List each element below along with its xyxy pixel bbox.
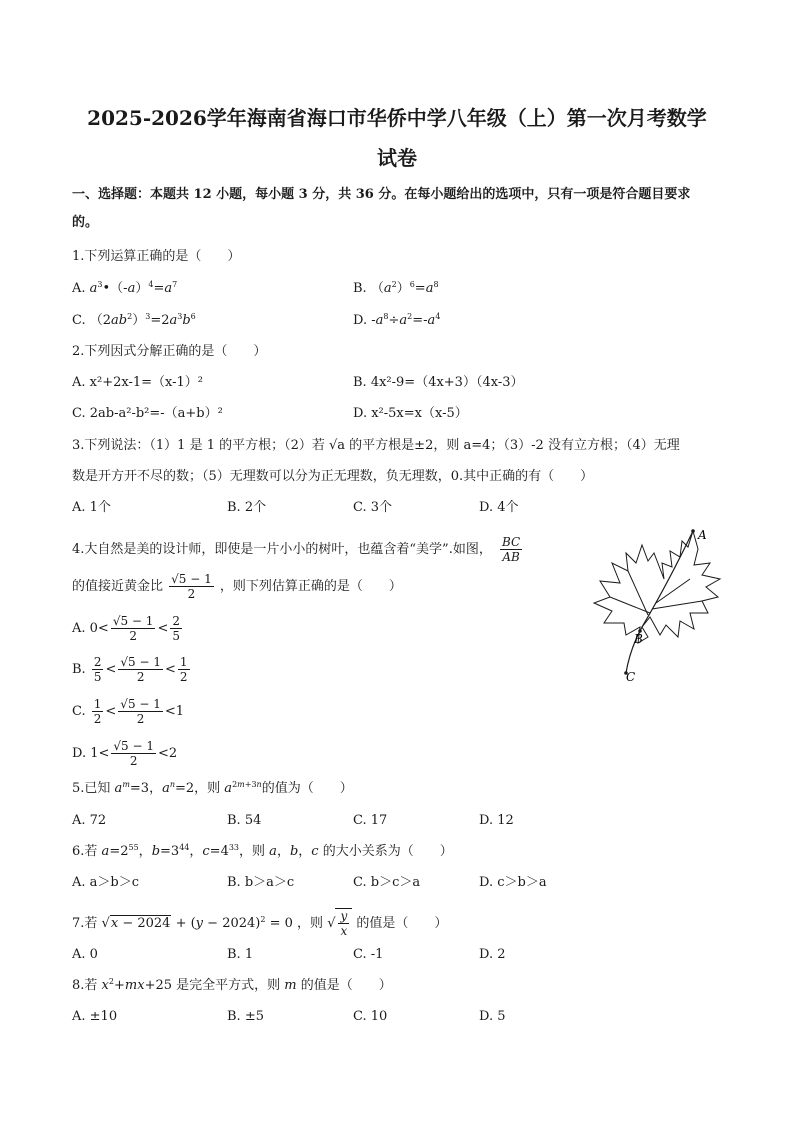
question-1-option-b: B. $(a^2)^6=a^8$	[353, 280, 439, 296]
section-header-line1: 一、选择题：本题共 12 小题，每小题 3 分，共 36 分。在每小题给出的选项中，只有一项是符合题目要求	[72, 187, 691, 202]
leaf-outline	[594, 531, 720, 643]
question-2-option-a: A. x²+2x-1=（x-1）²	[72, 375, 203, 390]
question-2-option-c: C. 2ab-a²-b²=-（a+b）²	[72, 406, 223, 421]
label-a: A	[698, 528, 707, 542]
question-4-line1-text: 4.大自然是美的设计师，即使是一片小小的树叶，也蕴含着“美学”.如图，	[72, 542, 492, 557]
question-3-option-d: D. 4个	[479, 500, 519, 515]
question-4-option-d: D. 1< $\frac{√5 - 1}{2}$ <2	[72, 739, 178, 768]
question-2-stem: 2.下列因式分解正确的是（ ）	[72, 344, 267, 359]
question-6-option-b: B. b＞a＞c	[227, 875, 295, 890]
golden-ratio-fraction	[169, 572, 214, 601]
question-1-option-c: C. $(2ab^2)^3=2a^3b^6$	[72, 312, 196, 328]
equation-sqrt-expression: $√x - 2024 + (y - 2024)^2 = 0$	[101, 915, 293, 931]
question-5-option-c: C. 17	[353, 813, 388, 828]
question-5-option-b: B. 54	[227, 813, 262, 828]
question-4-option-c: C. $\frac{1}{2}$ < $\frac{√5 - 1}{2}$ <1	[72, 697, 185, 726]
question-4-line2	[72, 572, 402, 601]
fraction-ab: AB	[502, 550, 520, 564]
fraction-bc: BC	[501, 535, 521, 549]
question-8-option-d: D. 5	[479, 1009, 506, 1024]
question-1-stem: 1.下列运算正确的是（ ）	[72, 249, 241, 264]
fraction-bc-over-ab	[500, 535, 522, 564]
question-1-option-d: D. $-a^8\div a^2=-a^4$	[353, 312, 441, 328]
exam-title-line1: 2025-2026学年海南省海口市华侨中学八年级（上）第一次月考数学	[87, 106, 707, 130]
question-3-line2: 数是开方开不尽的数；（5）无理数可以分为正无理数，负无理数，0.其中正确的有（ ）	[72, 469, 594, 484]
question-8-stem: 8.若 $x^2+mx+25$ 是完全平方式，则 m 的值是（ ）	[72, 977, 392, 993]
question-1-option-a: A. $a^3•(-a)^4=a^7$	[72, 280, 178, 296]
label-c: C	[626, 670, 636, 684]
question-4-option-b: B. $\frac{2}{5}$ < $\frac{√5 - 1}{2}$ < $\frac{1}{2}$	[72, 655, 188, 684]
maple-leaf-figure	[590, 523, 730, 687]
question-7-option-c: C. -1	[353, 947, 384, 962]
question-3-option-b: B. 2个	[227, 500, 267, 515]
question-4-line2-pre: 的值接近黄金比	[72, 579, 164, 594]
question-4-option-a: A. 0< $\frac{√5 - 1}{2}$ < $\frac{2}{5}$	[72, 614, 180, 643]
question-7-option-a: A. 0	[72, 947, 98, 962]
question-5-stem: 5.已知 $a^m=3$，$a^n=2$，则 $a^{2m+3n}$的值为（ ）	[72, 780, 353, 796]
question-7-stem: 7.若 $√x - 2024 + (y - 2024)^2 = 0$ ，则 √ $\frac{y}{x}$ 的值是（ ）	[72, 909, 448, 938]
exam-title-line2: 试卷	[377, 146, 417, 170]
question-3-option-c: C. 3个	[353, 500, 393, 515]
question-7-option-b: B. 1	[227, 947, 254, 962]
question-6-option-d: D. c＞b＞a	[479, 875, 547, 890]
question-3-option-a: A. 1个	[72, 500, 111, 515]
question-8-option-a: A. ±10	[72, 1009, 118, 1024]
question-6-option-a: A. a＞b＞c	[72, 875, 140, 890]
label-b: B	[634, 632, 643, 646]
question-2-option-d: D. x²-5x=x（x-5）	[353, 406, 468, 421]
section-header-line2: 的。	[72, 215, 99, 230]
question-5-option-d: D. 12	[479, 813, 514, 828]
point-a-dot	[691, 529, 695, 533]
question-8-option-b: B. ±5	[227, 1009, 264, 1024]
question-5-option-a: A. 72	[72, 813, 107, 828]
golden-ratio-denominator: 2	[187, 587, 196, 601]
question-3-line1: 3.下列说法：（1）1 是 1 的平方根；（2）若 √a 的平方根是±2，则 a=4；（3）-2 没有立方根；（4）无理	[72, 438, 680, 453]
question-6-option-c: C. b＞c＞a	[353, 875, 421, 890]
question-6-stem: 6.若 $a=2^{55}$，$b=3^{44}$，$c=4^{33}$，则 a，b，c 的大小关系为（ ）	[72, 843, 453, 859]
sqrt-y-over-x: √ $\frac{y}{x}$	[327, 916, 352, 931]
question-4-line1	[72, 535, 524, 564]
question-2-option-b: B. 4x²-9=（4x+3）（4x-3）	[353, 375, 524, 390]
question-7-option-d: D. 2	[479, 947, 506, 962]
question-4-line2-post: ，则下列估算正确的是（ ）	[219, 579, 402, 594]
golden-ratio-numerator: √5 − 1	[171, 572, 212, 586]
question-8-option-c: C. 10	[353, 1009, 388, 1024]
